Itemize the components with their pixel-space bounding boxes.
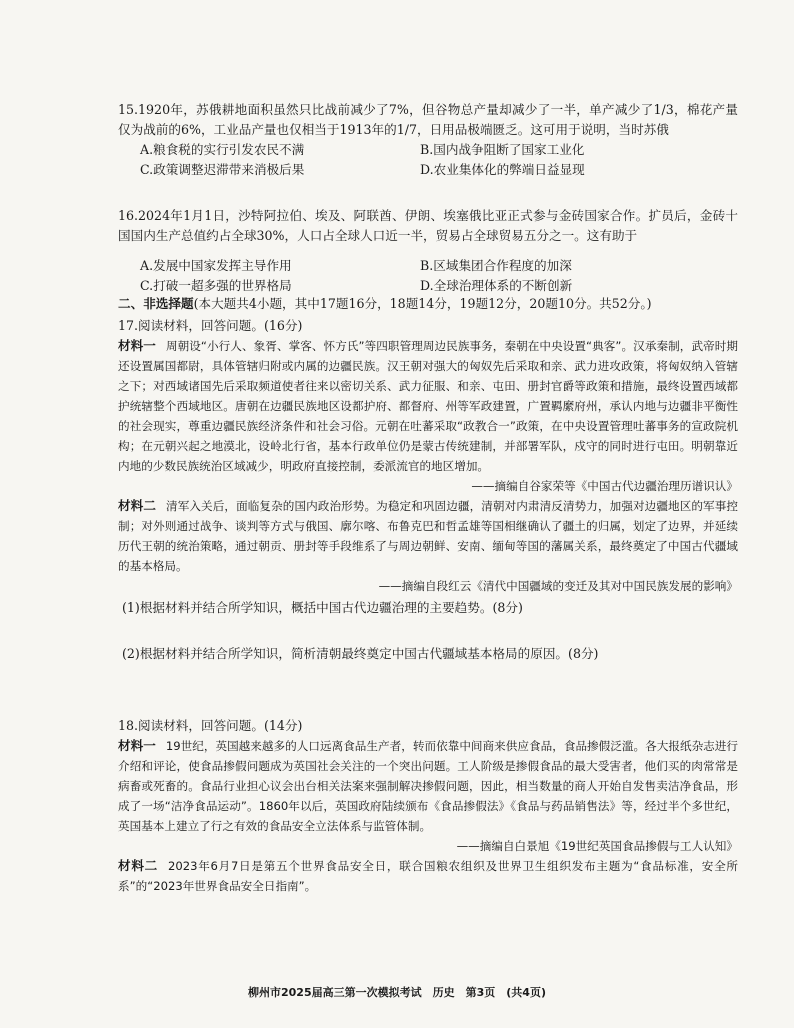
q17-material-2-label: 材料二 [118,498,157,513]
question-17 [118,316,738,664]
question-17-heading: 17.阅读材料，回答问题。(16分) [118,318,303,333]
q18-material-1-source: ——摘编自白景旭《19世纪英国食品掺假与工人认知》 [456,839,738,853]
q17-subquestion-2: (2)根据材料并结合所学知识，简析清朝最终奠定中国古代疆域基本格局的原因。(8分) [122,646,599,661]
option-a[interactable]: A.发展中国家发挥主导作用 [140,258,292,273]
q17-material-2-text: 清军入关后，面临复杂的国内政治形势。为稳定和巩固边疆，清朝对内肃清反清势力，加强对边疆地区的军事控制；对外则通过战争、谈判等方式与俄国、廓尔喀、布鲁克巴和哲孟雄等国相继确认了疆土的归属，划定了边界，并延续历代王朝的统治策略，通过朝贡、册封等手段维系了与周边朝鲜、安南、缅甸等国的藩属关系，最终奠定了中国古代疆域的基本格局。 [118,499,738,573]
question-18-heading: 18.阅读材料，回答问题。(14分) [118,718,303,733]
q18-material-2-label: 材料二 [118,858,158,873]
q17-material-1 [118,336,738,476]
question-16-options [118,256,738,296]
q18-material-2 [118,856,738,896]
option-d[interactable]: D.全球治理体系的不断创新 [420,278,573,293]
option-d[interactable]: D.农业集体化的弊端日益显现 [420,162,585,177]
option-b[interactable]: B.国内战争阻断了国家工业化 [420,142,585,157]
q18-material-2-text: 2023年6月7日是第五个世界食品安全日，联合国粮农组织及世界卫生组织发布主题为“食品标准，安全所系”的“2023年世界食品安全日指南”。 [118,859,738,893]
page-footer: 柳州市2025届高三第一次模拟考试 历史 第3页 (共4页) [248,986,546,999]
section-2-title: 二、非选择题 [118,296,194,311]
q17-material-2 [118,496,738,576]
question-18 [118,716,738,896]
q18-material-1-text: 19世纪，英国越来越多的人口远离食品生产者，转而依靠中间商来供应食品，食品掺假泛滥。各大报纸杂志进行介绍和评论，使食品掺假问题成为英国社会关注的一个突出问题。工人阶级是掺假食品的最大受害者，他们买的肉常常是病畜或死畜的。食品行业担心议会出台相关法案来强制解决掺假问题，因此，相当数量的商人开始自发售卖洁净食品，形成了一场“洁净食品运动”。1860年以后，英国政府陆续颁布《食品掺假法》《食品与药品销售法》等，经过半个多世纪，英国基本上建立了行之有效的食品安全立法体系与监管体制。 [118,739,738,833]
question-15-options [118,140,738,180]
option-c[interactable]: C.政策调整迟滞带来消极后果 [140,162,305,177]
question-16-stem: 16.2024年1月1日，沙特阿拉伯、埃及、阿联酋、伊朗、埃塞俄比亚正式参与金砖国家合作。扩员后，金砖十国国内生产总值约占全球30%，人口占全球人口近一半，贸易占全球贸易五分之一。这有助于 [118,208,738,243]
q17-material-2-source: ——摘编自段红云《清代中国疆域的变迁及其对中国民族发展的影响》 [378,579,738,593]
question-15-stem: 15.1920年，苏俄耕地面积虽然只比战前减少了7%，但谷物总产量却减少了一半，单产减少了1/3，棉花产量仅为战前的6%，工业品产量也仅相当于1913年的1/7，日用品极端匮乏。这可用于说明，当时苏俄 [118,102,738,137]
q18-material-1-label: 材料一 [118,738,156,753]
section-2-desc: (本大题共4小题，其中17题16分，18题14分，19题12分，20题10分。共52分。) [193,296,652,311]
q18-material-1 [118,736,738,836]
q17-material-1-source: ——摘编自谷家荣等《中国古代边疆治理历谱识认》 [471,479,738,493]
question-16 [118,206,738,296]
option-c[interactable]: C.打破一超多强的世界格局 [140,278,292,293]
option-a[interactable]: A.粮食税的实行引发农民不满 [140,142,305,157]
q17-material-1-label: 材料一 [118,338,156,353]
q17-material-1-text: 周朝设“小行人、象胥、掌客、怀方氏”等四职管理周边民族事务，秦朝在中央设置“典客”。汉承秦制，武帝时期还设置属国都尉，具体管辖归附或内属的边疆民族。汉王朝对强大的匈奴先后采取和亲、武力进攻政策，将匈奴纳入管辖之下；对西域诸国先后采取频道使者往来以密切关系、武力征服、和亲、屯田、册封官爵等政策和措施，最终设置西域都护统辖整个西域地区。唐朝在边疆民族地区设都护府、都督府、州等军政建置，广置羁縻府州，承认内地与边疆非平衡性的社会现实，尊重边疆民族经济条件和社会习俗。元朝在吐蕃采取“政教合一”政策，在中央设置管理吐蕃事务的宣政院机构；在元朝兴起之地漠北，设岭北行省，基本行政单位仍是蒙古传统建制，并部署军队，戍守的同时进行屯田。明朝靠近内地的少数民族统治区域减少，明政府直接控制，委派流官的地区增加。 [118,339,738,473]
question-15 [118,100,738,180]
section-2-header [118,294,738,314]
q17-subquestion-1: (1)根据材料并结合所学知识，概括中国古代边疆治理的主要趋势。(8分) [122,600,523,615]
option-b[interactable]: B.区域集团合作程度的加深 [420,258,572,273]
